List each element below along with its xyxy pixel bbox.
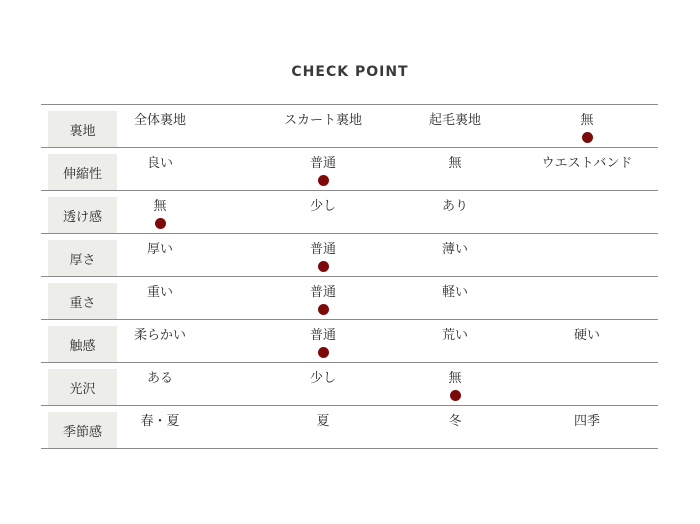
option-label: 良い (146, 156, 173, 171)
option-cell (130, 363, 190, 405)
row-header: 裏地 (48, 111, 117, 147)
option-label: 硬い (573, 328, 600, 343)
option-cell (415, 234, 495, 276)
option-label: 四季 (573, 414, 600, 429)
option-label: 普通 (309, 156, 336, 171)
option-cell (273, 234, 373, 276)
option-cell (415, 277, 495, 319)
row-header: 光沢 (48, 369, 117, 405)
option-cell (415, 363, 495, 405)
option-cell (527, 234, 647, 276)
option-cell (130, 105, 190, 147)
option-label: 少し (309, 371, 336, 386)
option-label: 全体裏地 (133, 113, 186, 128)
option-label: あり (441, 199, 468, 214)
page-title: CHECK POINT (291, 64, 409, 80)
table-row (41, 148, 658, 191)
option-label: ある (146, 371, 173, 386)
option-cell (415, 105, 495, 147)
table-row (41, 363, 658, 406)
row-header: 伸縮性 (48, 154, 117, 190)
option-label: 柔らかい (133, 328, 186, 343)
option-label: 無 (153, 199, 167, 214)
option-cell (130, 277, 190, 319)
option-cell (527, 406, 647, 448)
option-cell (130, 406, 190, 448)
row-header: 透け感 (48, 197, 117, 233)
option-cell (527, 320, 647, 362)
option-cell (273, 406, 373, 448)
table-row (41, 320, 658, 363)
option-label: 厚い (146, 242, 173, 257)
table-row (41, 105, 658, 148)
option-cell (415, 191, 495, 233)
selected-marker-dot (582, 132, 593, 143)
option-label: 軽い (441, 285, 468, 300)
option-label: 無 (448, 371, 462, 386)
option-cell (273, 191, 373, 233)
row-header: 厚さ (48, 240, 117, 276)
option-label: 春・夏 (140, 414, 180, 429)
selected-marker-dot (318, 261, 329, 272)
option-label: 薄い (441, 242, 468, 257)
option-cell (273, 277, 373, 319)
option-cell (273, 148, 373, 190)
selected-marker-dot (155, 218, 166, 229)
option-cell (130, 320, 190, 362)
option-label: 普通 (309, 328, 336, 343)
option-cell (273, 105, 373, 147)
option-label: ウエストバンド (541, 156, 633, 171)
row-header: 重さ (48, 283, 117, 319)
option-cell (527, 148, 647, 190)
option-cell (527, 277, 647, 319)
selected-marker-dot (450, 390, 461, 401)
option-label: 起毛裏地 (428, 113, 481, 128)
row-header: 季節感 (48, 412, 117, 448)
selected-marker-dot (318, 347, 329, 358)
check-point-table (41, 104, 658, 449)
option-label: 重い (146, 285, 173, 300)
table-row (41, 277, 658, 320)
table-row (41, 191, 658, 234)
option-cell (130, 148, 190, 190)
option-label: 無 (448, 156, 462, 171)
option-label: 普通 (309, 285, 336, 300)
option-cell (415, 320, 495, 362)
table-row (41, 406, 658, 449)
selected-marker-dot (318, 175, 329, 186)
option-cell (415, 148, 495, 190)
option-label: スカート裏地 (283, 113, 362, 128)
option-cell (130, 234, 190, 276)
option-label: 荒い (441, 328, 468, 343)
option-label: 普通 (309, 242, 336, 257)
option-cell (130, 191, 190, 233)
option-cell (273, 363, 373, 405)
option-label: 冬 (448, 414, 462, 429)
option-cell (527, 105, 647, 147)
row-header: 触感 (48, 326, 117, 362)
option-cell (527, 191, 647, 233)
selected-marker-dot (318, 304, 329, 315)
option-label: 無 (580, 113, 594, 128)
option-cell (415, 406, 495, 448)
option-cell (527, 363, 647, 405)
option-label: 少し (309, 199, 336, 214)
table-row (41, 234, 658, 277)
option-cell (273, 320, 373, 362)
option-label: 夏 (316, 414, 330, 429)
